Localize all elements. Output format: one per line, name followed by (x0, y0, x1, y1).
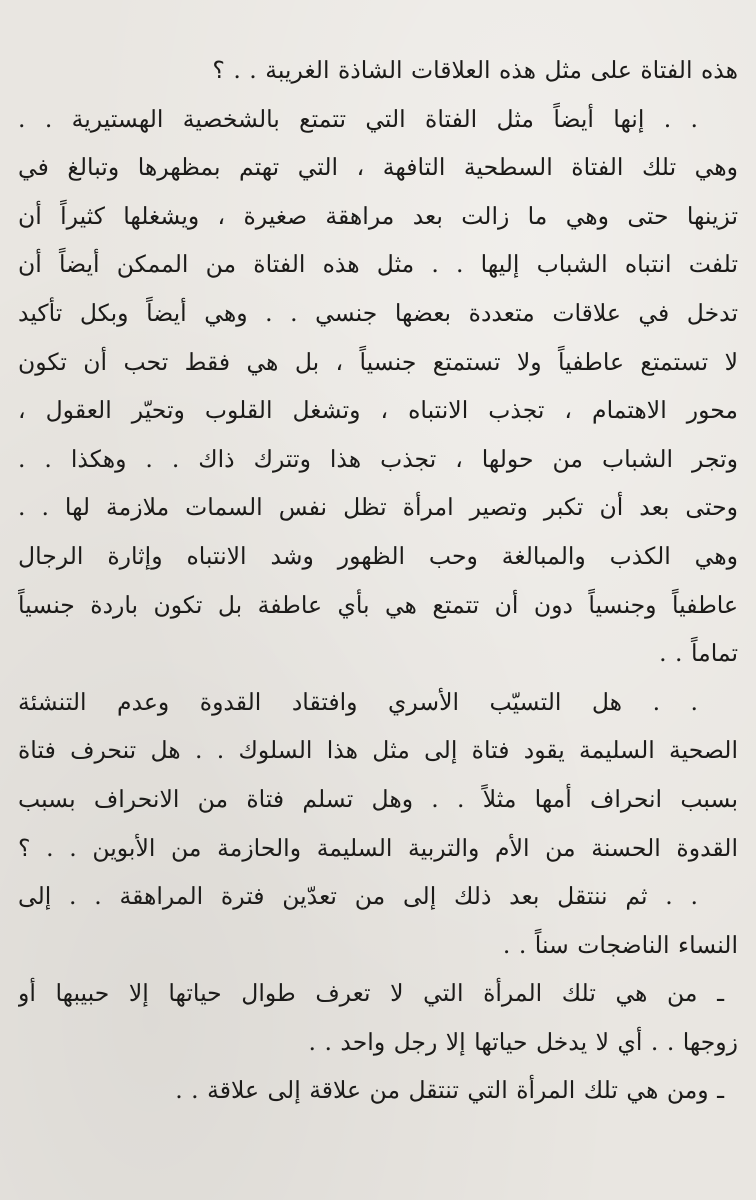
text-line: الصحية السليمة يقود فتاة إلى مثل هذا السلوك . . هل تنحرف فتاة (18, 736, 738, 765)
text-line: وحتى بعد أن تكبر وتصير امرأة تظل نفس السمات ملازمة لها . . (18, 493, 738, 522)
text-line: وتجر الشباب من حولها ، تجذب هذا وتترك ذاك . . وهكذا . . (18, 444, 738, 473)
text-line: ـ من هي تلك المرأة التي لا تعرف طوال حياتها إلا حبيبها أو (18, 979, 724, 1008)
text-line: القدوة الحسنة من الأم والتربية السليمة والحازمة من الأبوين . . ؟ (18, 833, 738, 862)
text-line: بسبب انحراف أمها مثلاً . . وهل تسلم فتاة من الانحراف بسبب (18, 784, 738, 813)
text-line: وهي تلك الفتاة السطحية التافهة ، التي تهتم بمظهرها وتبالغ في (18, 153, 738, 182)
text-line: تلفت انتباه الشباب إليها . . مثل هذه الفتاة من الممكن أيضاً أن (18, 250, 738, 279)
text-line: تدخل في علاقات متعددة بعضها جنسي . . وهي أيضاً وبكل تأكيد (18, 298, 738, 327)
text-line: تماماً . . (659, 639, 738, 668)
text-line: محور الاهتمام ، تجذب الانتباه ، وتشغل القلوب وتحيّر العقول ، (18, 396, 738, 425)
text-line: عاطفياً وجنسياً دون أن تتمتع هي بأي عاطفة بل تكون باردة جنسياً (18, 590, 738, 619)
text-line: . . هل التسيّب الأسري وافتقاد القدوة وعدم التنشئة (18, 687, 698, 716)
text-line: وهي الكذب والمبالغة وحب الظهور وشد الانتباه وإثارة الرجال (18, 541, 738, 570)
text-line: لا تستمتع عاطفياً ولا تستمتع جنسياً ، بل هي فقط تحب أن تكون (18, 347, 738, 376)
text-line: زوجها . . أي لا يدخل حياتها إلا رجل واحد . . (308, 1027, 738, 1056)
text-line: تزينها حتى وهي ما زالت بعد مراهقة صغيرة ، ويشغلها كثيراً أن (18, 201, 738, 230)
text-line: . . إنها أيضاً مثل الفتاة التي تتمتع بالشخصية الهستيرية . . (18, 104, 698, 133)
text-line: . . ثم ننتقل بعد ذلك إلى من تعدّين فترة المراهقة . . إلى (18, 882, 698, 911)
text-line: هذه الفتاة على مثل هذه العلاقات الشاذة الغريبة . . ؟ (212, 56, 738, 84)
text-line: النساء الناضجات سناً . . (502, 930, 738, 959)
text-line: ـ ومن هي تلك المرأة التي تنتقل من علاقة إلى علاقة . . (175, 1076, 724, 1105)
page-text (18, 46, 738, 1115)
